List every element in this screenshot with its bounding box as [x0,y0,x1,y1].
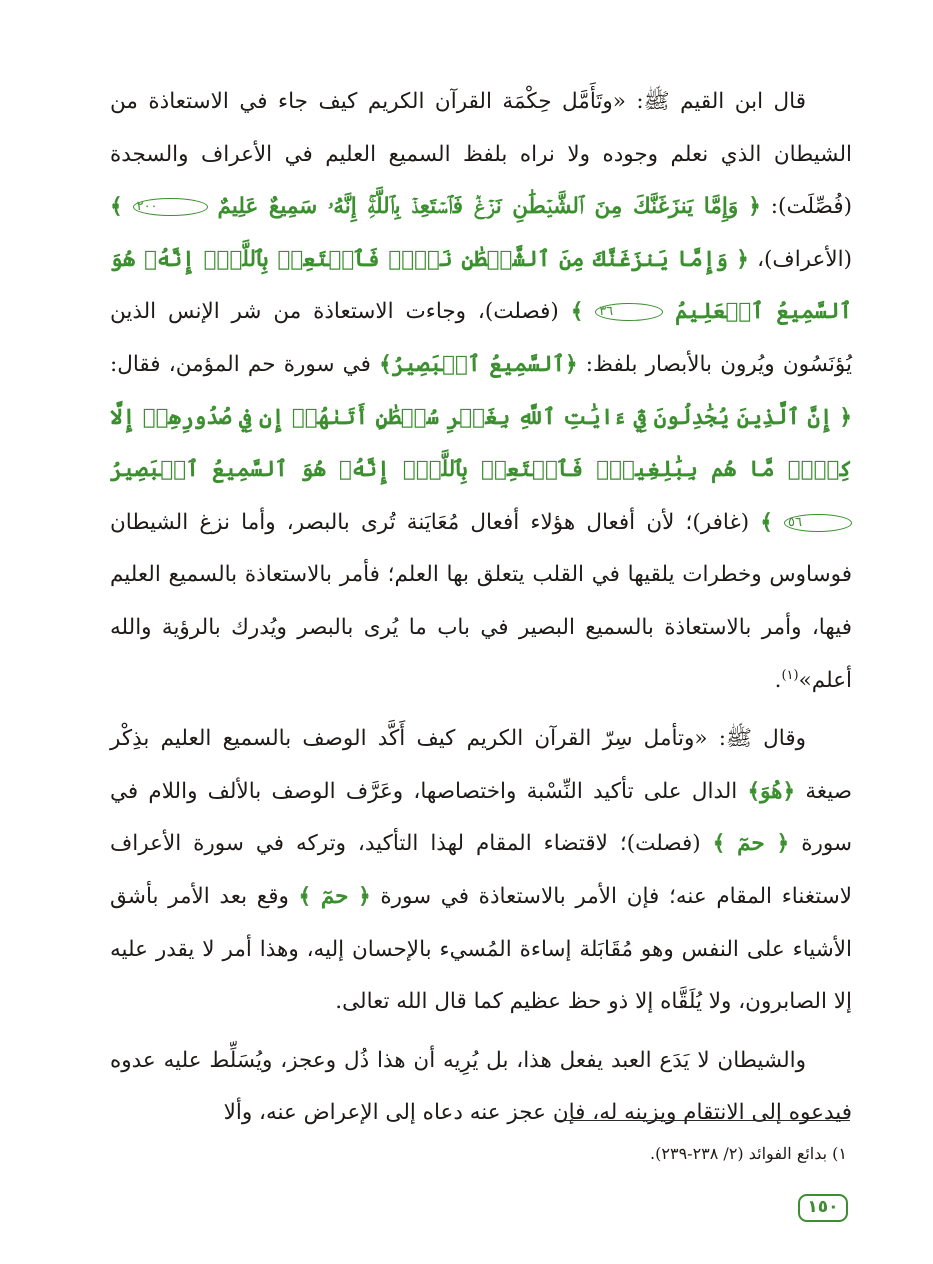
quran-verse: وَإِمَّا يَنزَغَنَّكَ مِنَ ٱلشَّيۡطَٰنِ نَزۡغٞ فَٱسۡتَعِذۡ بِٱللَّهِۖ إِنَّهُۥ هُوَ ٱلسَّمِيعُ ٱلۡعَلِيمُ [110,246,852,325]
ornate-bracket-close: ﴾ [712,831,726,857]
ornate-bracket-close: ﴾ [379,351,392,377]
quran-word: هُوَ [760,778,783,804]
ornate-bracket-close: ﴾ [110,194,123,220]
ornate-bracket-open: ﴿ [782,778,796,804]
footnote: ١) بدائع الفوائد (٢/ ٢٣٨-٢٣٩). [650,1144,847,1163]
page-number-badge: ١٥٠ [798,1194,848,1222]
ornate-bracket-open: ﴿ [776,831,790,857]
quran-word: حمٓ [320,883,349,909]
main-text [110,76,852,1140]
text-segment: . [774,667,782,693]
footnote-marker[interactable]: (١) [781,667,799,683]
text-segment: والشيطان لا يَدَع العبد يفعل هذا، بل يُرِيه أن هذا ذُل وعجز، ويُسَلِّط عليه عدوه فيدعوه إلى الانتقام ويزينه له، فإن عجز عنه دعاه إلى الإعراض عنه، وألا [110,1047,852,1126]
text-segment: الدال على تأكيد النِّسْبة واختصاصها، وعَرَّف الوصف بالألف واللام في سورة [110,778,852,857]
paragraph-1 [110,76,852,707]
text-segment: في سورة حم المؤمن، فقال: [110,351,380,377]
text-segment: (فصلت)؛ لاقتضاء المقام لهذا التأكيد، وتركه في سورة الأعراف لاستغناء المقام عنه؛ فإن الأمر بالاستعاذة في سورة [110,831,852,909]
text-segment: وقع بعد الأمر بأشق الأشياء على النفس وهو مُقَابَلة إساءة المُسيء بالإحسان إليه، وهذا أمر لا يقدر عليه إلا الصابرون، ولا يُلَقَّاه إلا ذو حظ عظيم كما قال الله تعالى. [110,883,852,1015]
ornate-bracket-close: ﴾ [760,509,773,535]
quran-word: حمٓ [737,831,765,857]
ornate-bracket-open: ﴿ [358,883,371,909]
ornate-bracket-close: ﴾ [747,778,761,804]
ornate-bracket-open: ﴿ [564,351,578,377]
text-segment: (غافر)؛ لأن أفعال هؤلاء أفعال مُعَايَنة تُرى بالبصر، وأما نزغ الشيطان فوساوس وخطرات يلقيها في القلب يتعلق بها العلم؛ فأمر بالاستعاذة بالسميع العليم فيها، وأمر بالاستعاذة بالسميع البصير في باب ما يُرى بالبصر ويُدرك بالرؤية والله أعلم» [110,509,852,693]
paragraph-2 [110,713,852,1029]
text-segment: (فصلت)، وجاءت الاستعاذة من شر الإنس الذين يُؤنَسُون ويُرون بالأبصار بلفظ: [110,299,852,377]
paragraph-3 [110,1035,852,1140]
ornate-bracket-close: ﴾ [298,883,312,909]
quran-verse: وَإِمَّا يَنزَغَنَّكَ مِنَ ٱلشَّيۡطَٰنِ نَزۡغٞ فَٱسۡتَعِذۡ بِٱللَّهِۚ إِنَّهُۥ سَمِيعٌ عَلِيمٌ [217,194,739,220]
verse-number: ٢٠٠ [133,198,208,216]
ornate-bracket-open: ﴿ [748,194,761,220]
footnote-divider [556,1120,850,1121]
ornate-bracket-close: ﴾ [570,299,584,325]
text-segment: (الأعراف)، [748,246,852,272]
ornate-bracket-open: ﴿ [736,246,749,272]
quran-verse: ٱلسَّمِيعُ ٱلۡبَصِيرُ [391,351,565,377]
quran-verse: إِنَّ ٱلَّذِينَ يُجَٰدِلُونَ فِيٓ ءَايَٰتِ ٱللَّهِ بِغَيۡرِ سُلۡطَٰنٍ أَتَىٰهُمۡ إِن فِي صُدُورِهِمۡ إِلَّا كِبۡرٞ مَّا هُم بِبَٰلِغِيهِۚ فَٱسۡتَعِذۡ بِٱللَّهِۖ إِنَّهُۥ هُوَ ٱلسَّمِيعُ ٱلۡبَصِيرُ [110,404,852,483]
text-segment: وقال ﷺ: «وتأمل سِرّ القرآن الكريم كيف أَكَّد الوصف بالسميع العليم بذِكْر صيغة [110,726,852,804]
text-segment: قال ابن القيم ﷺ: «وتَأَمَّل حِكْمَة القرآن الكريم كيف جاء في الاستعاذة من الشيطان الذي نعلم وجوده ولا نراه بلفظ السميع العليم في الأعراف والسجدة (فُصِّلَت): [110,89,852,220]
ornate-bracket-open: ﴿ [839,404,852,430]
verse-number: ٥٦ [784,514,852,532]
verse-number: ٣٦ [595,303,663,321]
